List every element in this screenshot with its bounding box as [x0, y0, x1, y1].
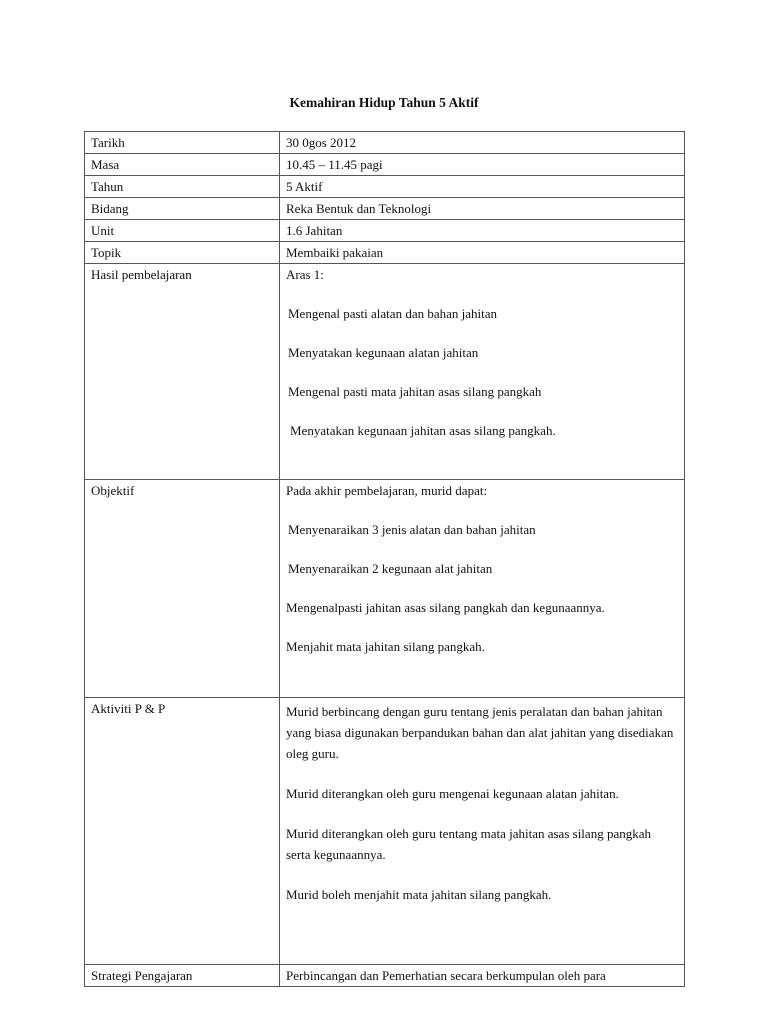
- row-value-bidang: Reka Bentuk dan Teknologi: [280, 198, 685, 220]
- row-label-unit: Unit: [85, 220, 280, 242]
- row-label-tarikh: Tarikh: [85, 132, 280, 154]
- row-label-aktiviti: Aktiviti P & P: [85, 698, 280, 965]
- row-label-objektif: Objektif: [85, 480, 280, 698]
- objektif-item: Mengenalpasti jahitan asas silang pangkah dan kegunaannya.: [286, 600, 605, 615]
- objektif-item: Menyenaraikan 2 kegunaan alat jahitan: [288, 561, 493, 576]
- row-label-masa: Masa: [85, 154, 280, 176]
- row-value-tahun: 5 Aktif: [280, 176, 685, 198]
- table-row: [85, 176, 685, 198]
- row-label-hasil: Hasil pembelajaran: [85, 264, 280, 480]
- objektif-item: Menjahit mata jahitan silang pangkah.: [286, 639, 485, 654]
- row-label-topik: Topik: [85, 242, 280, 264]
- row-value-objektif: [280, 480, 685, 698]
- row-value-hasil: [280, 264, 685, 480]
- row-value-tarikh: 30 0gos 2012: [280, 132, 685, 154]
- row-label-tahun: Tahun: [85, 176, 280, 198]
- lesson-plan-table: [84, 131, 685, 987]
- aktiviti-item: Murid diterangkan oleh guru tentang mata jahitan asas silang pangkah serta kegunaannya.: [286, 826, 651, 862]
- table-row: [85, 480, 685, 698]
- row-value-aktiviti: [280, 698, 685, 965]
- table-row: [85, 698, 685, 965]
- table-row: [85, 220, 685, 242]
- table-row: [85, 198, 685, 220]
- hasil-item: Mengenal pasti mata jahitan asas silang pangkah: [288, 384, 542, 399]
- row-value-masa: 10.45 – 11.45 pagi: [280, 154, 685, 176]
- hasil-item: Menyatakan kegunaan jahitan asas silang pangkah.: [290, 423, 556, 438]
- row-label-bidang: Bidang: [85, 198, 280, 220]
- aktiviti-item: Murid berbincang dengan guru tentang jenis peralatan dan bahan jahitan yang biasa digunakan berpandukan bahan dan alat jahitan yang disediakan oleg guru.: [286, 704, 674, 761]
- page-title: Kemahiran Hidup Tahun 5 Aktif: [289, 95, 479, 110]
- row-value-topik: Membaiki pakaian: [280, 242, 685, 264]
- row-value-strategi: Perbincangan dan Pemerhatian secara berkumpulan oleh para: [280, 965, 685, 987]
- objektif-intro: Pada akhir pembelajaran, murid dapat:: [286, 483, 488, 498]
- table-row: [85, 242, 685, 264]
- table-row: [85, 154, 685, 176]
- objektif-item: Menyenaraikan 3 jenis alatan dan bahan jahitan: [288, 522, 536, 537]
- hasil-item: Menyatakan kegunaan alatan jahitan: [288, 345, 479, 360]
- table-row: [85, 965, 685, 987]
- row-label-strategi: Strategi Pengajaran: [85, 965, 280, 987]
- hasil-item: Mengenal pasti alatan dan bahan jahitan: [288, 306, 498, 321]
- aktiviti-item: Murid diterangkan oleh guru mengenai kegunaan alatan jahitan.: [286, 786, 619, 801]
- table-row: [85, 264, 685, 480]
- aktiviti-item: Murid boleh menjahit mata jahitan silang pangkah.: [286, 887, 552, 902]
- table-row: [85, 132, 685, 154]
- hasil-intro: Aras 1:: [286, 267, 324, 282]
- row-value-unit: 1.6 Jahitan: [280, 220, 685, 242]
